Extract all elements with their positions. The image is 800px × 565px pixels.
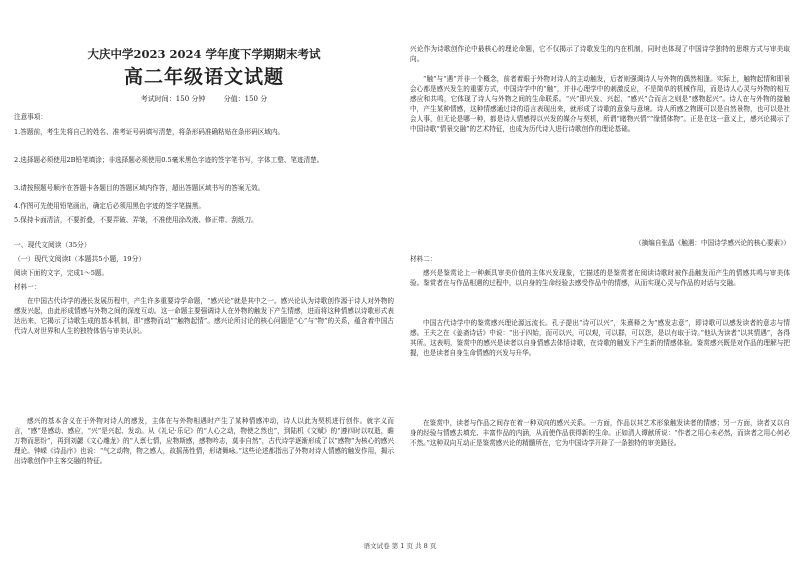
paragraph: 兴论作为诗歌创作论中最核心的理论命题，它不仅揭示了诗歌发生的内在机制，同时也体现了中国诗学独特的思维方式与审美取向。 — [410, 45, 790, 63]
right-column — [410, 0, 790, 535]
exam-meta — [14, 94, 394, 104]
notes-heading: 注意事项： — [14, 113, 47, 121]
paragraph: “触”与“遇”并非一个概念，前者着眼于外物对诗人的主动触发，后者则强调诗人与外物的偶然相逢。实际上，触物起情和即景会心都是感兴发生的重要方式，中国诗学中的“触”，并非心理学中的刺激反应，不是简单的机械作用，而是诗人心灵与外物的相互感应和共鸣，它体现了诗人与外物之间的生命联系。“兴”即兴发、兴起，“感兴”合而言之则是“感物起兴”。诗人在与外物的接触中，产生某种情感，这种情感通过诗的语言表现出来，就形成了诗歌的意象与意境。诗人所感之物既可以是自然景物，也可以是社会人事，但无论是哪一种，都是诗人情感得以兴发的媒介与契机，所谓“睹物兴情”“缘情体物”。正是在这一意义上，感兴论揭示了中国诗歌“情景交融”的艺术特征，也成为历代诗人进行诗歌创作的理论基础。 — [410, 75, 790, 133]
note-item: 5.保持卡面清洁，不要折叠，不要弄破、弄皱，不准使用涂改液、修正带、刮纸刀。 — [14, 216, 258, 224]
page-footer: 语文试卷 第 1 页 共 8 页 — [363, 542, 437, 550]
source-citation: （摘编自张晶《触遇：中国诗学感兴论的核心要素》） — [635, 239, 790, 247]
paragraph: 感兴的基本含义在于外物对诗人的感发，主体在与外物相遇时产生了某种情感冲动，诗人以此为契机进行创作。就字义而言，“感”是感动、感应，“兴”是兴起、发动。从《礼记·乐记》的“人心之动，物使之然也”，到陆机《文赋》的“遵四时以叹逝，瞻万物而思纷”，再到刘勰《文心雕龙》的“人禀七情，应物斯感，感物吟志，莫非自然”，古代诗学逐渐形成了以“感物”为核心的感兴理论。钟嵘《诗品序》也说：“气之动物，物之感人，故摇荡性情，形诸舞咏。”这些论述都指出了外物对诗人情感的触发作用，揭示出诗歌创作中主客交融的特征。 — [14, 417, 394, 465]
exam-time: 考试时间：150 分钟 — [140, 95, 206, 103]
paragraph: 感兴是鉴赏论上一种颇具审美价值的主体兴发现象，它描述的是鉴赏者在阅读诗歌时被作品触发而产生的情感共鸣与审美体验。鉴赏者在与作品相遇的过程中，以自身的生命经验去感受作品中的情感，从而实现心灵与作品的对话与交融。 — [410, 269, 790, 287]
exam-score: 分值：150 分 — [223, 95, 268, 103]
subsection-heading: （一）现代文阅读Ⅰ（本题共5小题，19分） — [14, 255, 146, 263]
paragraph: 中国古代诗学中的鉴赏感兴理论源远流长。孔子提出“诗可以兴”，朱熹释之为“感发志意”，即诗歌可以感发读者的意志与情感。王夫之在《姜斋诗话》中说：“出于四始，而可以兴，可以观，可以群，可以怨，是以有取于诗。”他认为读者“以其情遇”，各得其所。这表明，鉴赏中的感兴是读者以自身情感去体悟诗歌，在诗歌的触发下产生新的情感体验。鉴赏感兴既是对作品的理解与把握，也是读者自身生命情感的兴发与升华。 — [410, 319, 790, 357]
section-heading: 一、现代文阅读（35分） — [14, 241, 91, 249]
note-item: 3.请按照题号顺序在答题卡各题目的答题区域内作答，超出答题区域书写的答案无效。 — [14, 184, 265, 192]
material-label: 材料二： — [410, 255, 437, 263]
left-column — [14, 0, 394, 535]
note-item: 1.答题前，考生先将自己的姓名、准考证号码填写清楚，将条形码准确粘贴在条形码区域内。 — [14, 128, 285, 136]
school-line: 大庆中学2023 2024 学年度下学期期末考试 — [87, 47, 321, 61]
instruction: 阅读下面的文字，完成1～5题。 — [14, 269, 109, 277]
paragraph: 在中国古代诗学的漫长发展历程中，产生许多重要诗学命题，“感兴论”就是其中之一。感兴论认为诗歌创作源于诗人对外物的感发兴起，由此形成情感与外物之间的深度互动。这一命题主要强调诗人在外物的触发下产生情感，进而将这种情感以诗歌形式表达出来，它揭示了诗歌生成的基本机制，即“感物而动”“触物起情”。感兴论所讨论的核心问题是“心”与“物”的关系，蕴含着中国古代诗人对世界和人生的独特体悟与审美认识。 — [14, 297, 394, 335]
note-item: 4.作图可先使用铅笔画出，确定后必须用黑色字迹的签字笔描黑。 — [14, 202, 205, 210]
material-label: 材料一： — [14, 283, 41, 291]
page-title: 高二年级语文试题 — [123, 66, 284, 88]
paragraph: 在鉴赏中，读者与作品之间存在着一种双向的感兴关系。一方面，作品以其艺术形象触发读者的情感；另一方面，读者又以自身的经验与情感去填充、丰富作品的内涵，从而使作品获得新的生命。正如清人谭献所说：“作者之用心未必然，而读者之用心何必不然。”这种双向互动正是鉴赏感兴论的精髓所在，它为中国诗学开辟了一条独特的审美路径。 — [410, 419, 790, 447]
note-item: 2.选择题必须使用2B铅笔填涂；非选择题必须使用0.5毫米黑色字迹的签字笔书写，字体工整、笔迹清楚。 — [14, 156, 324, 164]
